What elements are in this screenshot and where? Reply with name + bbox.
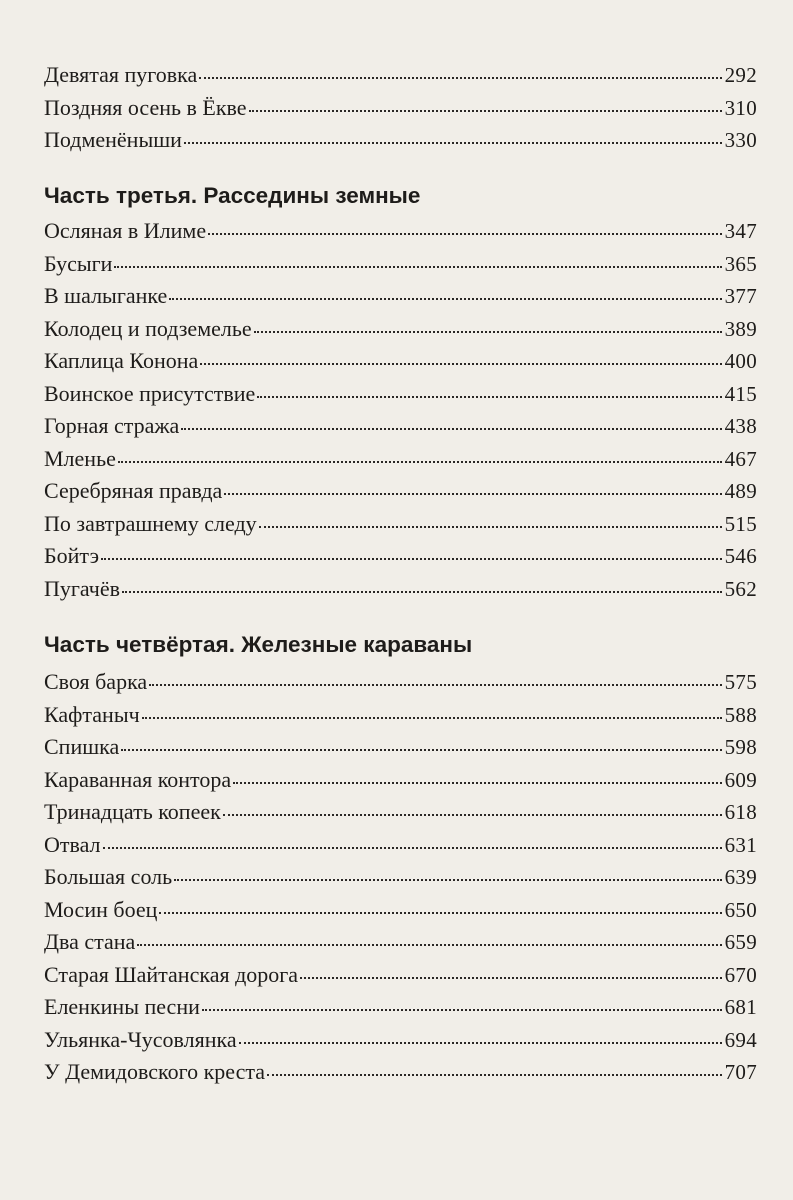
entry-title: Мленье <box>44 445 116 471</box>
dot-leader <box>149 682 721 686</box>
dot-leader <box>208 231 721 235</box>
dot-leader <box>224 491 721 495</box>
entry-title: Кафтаныч <box>44 701 140 727</box>
entry-title: Бусыги <box>44 250 113 276</box>
entry-page-number: 365 <box>724 251 757 276</box>
dot-leader <box>199 75 721 79</box>
entry-page-number: 631 <box>724 832 757 857</box>
entry-page-number: 575 <box>724 670 757 694</box>
entry-title: Караванная контора <box>44 766 232 792</box>
entry-title: Девятая пуговка <box>44 62 198 87</box>
toc-entry[interactable] <box>44 315 757 351</box>
toc-entry[interactable] <box>44 285 757 318</box>
toc-entry[interactable] <box>44 510 757 546</box>
dot-leader <box>174 877 721 881</box>
entry-title: Серебряная правда <box>44 478 223 503</box>
entry-page-number: 377 <box>724 284 757 308</box>
entry-page-number: 694 <box>724 1027 757 1052</box>
part-heading: Часть четвёртая. Железные караваны <box>44 632 473 657</box>
part-heading: Часть третья. Расседины земные <box>44 183 421 208</box>
entry-page-number: 489 <box>724 479 757 503</box>
entry-title: Своя барка <box>44 669 148 694</box>
toc-entry[interactable] <box>44 671 757 704</box>
dot-leader <box>233 780 721 784</box>
toc-entry[interactable] <box>44 996 757 1029</box>
entry-page-number: 562 <box>724 576 757 601</box>
entry-page-number: 670 <box>724 962 757 987</box>
entry-title: У Демидовского креста <box>44 1059 265 1084</box>
entry-title: Ульянка-Чусовлянка <box>44 1026 237 1052</box>
toc-entry[interactable] <box>44 866 757 899</box>
entry-page-number: 310 <box>724 95 757 120</box>
toc-entry[interactable] <box>44 575 757 611</box>
dot-leader <box>223 812 722 816</box>
entry-page-number: 515 <box>724 511 757 536</box>
entry-page-number: 650 <box>724 897 757 922</box>
toc-entry[interactable] <box>44 94 757 130</box>
entry-page-number: 588 <box>724 702 757 727</box>
toc-entry[interactable] <box>44 220 757 253</box>
entry-title: Каплица Конона <box>44 348 199 373</box>
entry-page-number: 707 <box>724 1060 757 1084</box>
toc-entry[interactable] <box>44 64 757 97</box>
toc-entry[interactable] <box>44 445 757 481</box>
dot-leader <box>142 715 722 719</box>
entry-page-number: 330 <box>724 128 757 152</box>
entry-page-number: 400 <box>724 349 757 373</box>
toc-entry[interactable] <box>44 801 757 834</box>
entry-title: Подменёныши <box>44 127 182 152</box>
entry-title: Отвал <box>44 831 101 857</box>
dot-leader <box>202 1007 722 1011</box>
entry-title: В шалыганке <box>44 283 168 308</box>
toc-list-part4 <box>44 671 757 1094</box>
entry-page-number: 347 <box>724 219 757 243</box>
entry-page-number: 438 <box>724 414 757 438</box>
entry-page-number: 415 <box>724 381 757 406</box>
entry-page-number: 659 <box>724 930 757 954</box>
toc-entry[interactable] <box>44 736 757 769</box>
dot-leader <box>121 747 721 751</box>
entry-page-number: 546 <box>724 544 757 568</box>
dot-leader <box>249 108 722 112</box>
entry-page-number: 467 <box>724 446 757 471</box>
toc-entry[interactable] <box>44 350 757 383</box>
entry-title: Колодец и подземелье <box>44 315 252 341</box>
entry-page-number: 639 <box>724 865 757 889</box>
entry-page-number: 618 <box>724 800 757 824</box>
toc-entry[interactable] <box>44 896 757 932</box>
dot-leader <box>200 361 721 365</box>
toc-entry[interactable] <box>44 129 757 162</box>
entry-title: По завтрашнему следу <box>44 510 257 536</box>
toc-entry[interactable] <box>44 415 757 448</box>
dot-leader <box>267 1072 722 1076</box>
entry-title: Спишка <box>44 734 120 759</box>
dot-leader <box>159 910 721 914</box>
entry-title: Пугачёв <box>44 575 121 601</box>
toc-entry[interactable] <box>44 701 757 737</box>
dot-leader <box>300 975 722 979</box>
dot-leader <box>101 556 722 560</box>
dot-leader <box>122 589 722 593</box>
entry-title: Поздняя осень в Ёкве <box>44 94 247 120</box>
toc-entry[interactable] <box>44 1026 757 1062</box>
dot-leader <box>169 296 721 300</box>
toc-entry[interactable] <box>44 250 757 286</box>
dot-leader <box>181 426 721 430</box>
toc-entry[interactable] <box>44 380 757 416</box>
entry-title: Мосин боец <box>44 896 158 922</box>
entry-title: Бойтэ <box>44 543 100 568</box>
entry-page-number: 389 <box>724 316 757 341</box>
dot-leader <box>137 942 721 946</box>
toc-list-continued <box>44 64 757 162</box>
entry-title: Тринадцать копеек <box>44 799 221 824</box>
entry-title: Два стана <box>44 929 136 954</box>
entry-title: Горная стража <box>44 413 180 438</box>
toc-entry[interactable] <box>44 545 757 578</box>
dot-leader <box>254 329 722 333</box>
toc-entry[interactable] <box>44 961 757 997</box>
toc-entry[interactable] <box>44 931 757 964</box>
toc-entry[interactable] <box>44 1061 757 1094</box>
entry-page-number: 609 <box>724 767 757 792</box>
entry-page-number: 598 <box>724 735 757 759</box>
entry-title: Воинское присутствие <box>44 380 256 406</box>
entry-page-number: 681 <box>724 995 757 1019</box>
toc-list-part3 <box>44 220 757 610</box>
toc-entry[interactable] <box>44 831 757 867</box>
dot-leader <box>257 394 721 398</box>
entry-page-number: 292 <box>724 63 757 87</box>
dot-leader <box>103 845 722 849</box>
dot-leader <box>259 524 722 528</box>
entry-title: Старая Шайтанская дорога <box>44 961 299 987</box>
dot-leader <box>239 1040 722 1044</box>
entry-title: Еленкины песни <box>44 994 200 1019</box>
dot-leader <box>118 459 722 463</box>
dot-leader <box>114 264 721 268</box>
entry-title: Осляная в Илиме <box>44 218 207 243</box>
toc-entry[interactable] <box>44 480 757 513</box>
dot-leader <box>184 140 722 144</box>
toc-entry[interactable] <box>44 766 757 802</box>
entry-title: Большая соль <box>44 864 173 889</box>
